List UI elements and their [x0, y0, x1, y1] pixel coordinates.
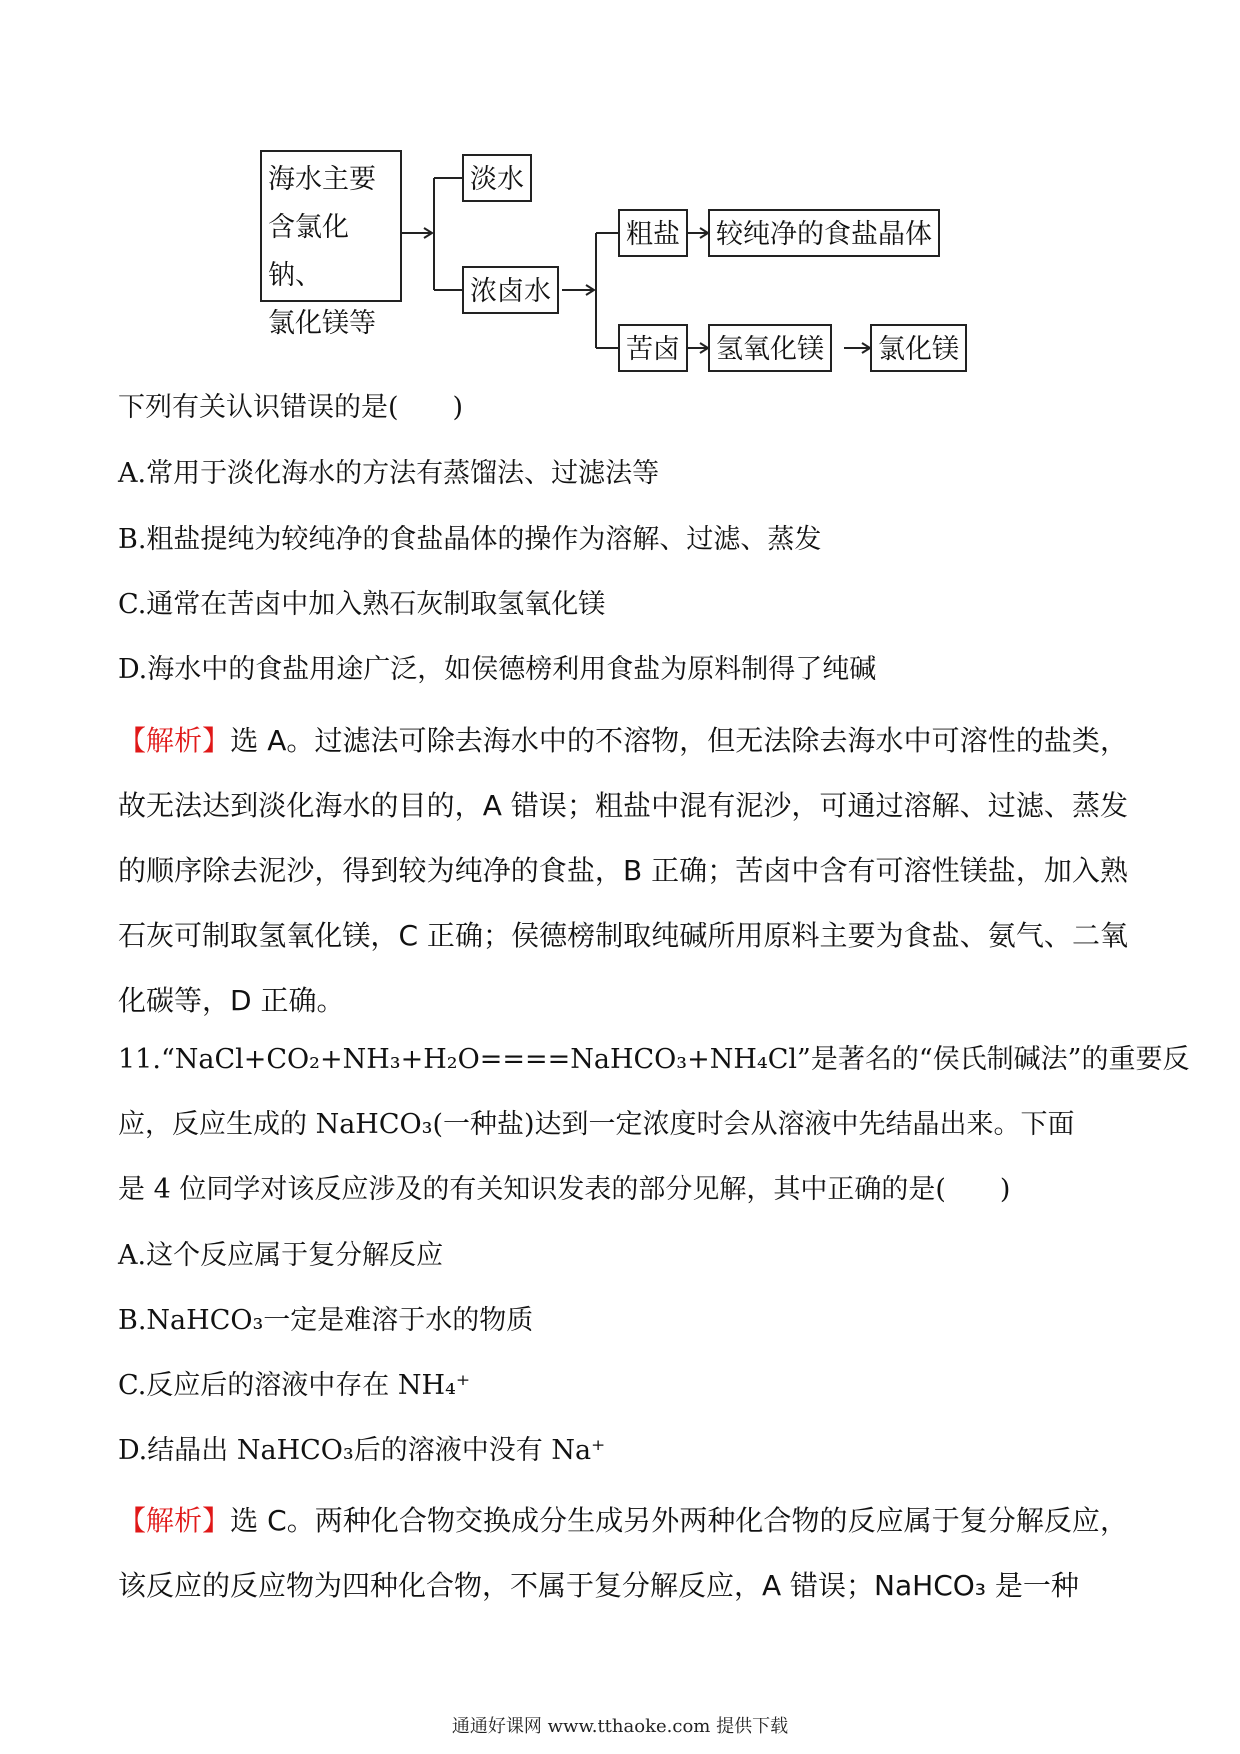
q11-stem-line-2: 应，反应生成的 NaHCO₃(一种盐)达到一定浓度时会从溶液中先结晶出来。下面 — [118, 1109, 1075, 1140]
seawater-line-1: 海水主要 — [268, 164, 376, 195]
pure-salt-node: 较纯净的食盐晶体 — [708, 209, 940, 257]
q10-option-a: A.常用于淡化海水的方法有蒸馏法、过滤法等 — [118, 458, 660, 489]
seawater-line-3: 氯化镁等 — [268, 308, 376, 339]
q10-analysis-text: 选 A。过滤法可除去海水中的不溶物，但无法除去海水中可溶性的盐类，故无法达到淡化海水的目的，A 错误；粗盐中混有泥沙，可通过溶解、过滤、蒸发的顺序除去泥沙，得到较为纯净的食盐，B 正确；苦卤中含有可溶性镁盐，加入熟石灰可制取氢氧化镁，C 正确；侯德榜制取纯碱所用原料主要为食盐、氨气、二氧化碳等，D 正确。 — [118, 724, 1128, 1017]
crude-salt-node: 粗盐 — [618, 209, 688, 257]
q10-option-d: D.海水中的食盐用途广泛，如侯德榜利用食盐为原料制得了纯碱 — [118, 654, 877, 685]
seawater-line-2: 含氯化钠、 — [268, 212, 349, 291]
q11-stem-line-3: 是 4 位同学对该反应涉及的有关知识发表的部分见解，其中正确的是( ) — [118, 1174, 1011, 1205]
q10-option-c: C.通常在苦卤中加入熟石灰制取氢氧化镁 — [118, 589, 606, 620]
q11-option-a: A.这个反应属于复分解反应 — [118, 1240, 444, 1271]
mg-chloride-node: 氯化镁 — [870, 324, 967, 372]
seawater-flowchart — [262, 158, 1022, 378]
fresh-water-node: 淡水 — [462, 154, 532, 202]
q11-analysis-text: 选 C。两种化合物交换成分生成另外两种化合物的反应属于复分解反应，该反应的反应物为四种化合物，不属于复分解反应，A 错误；NaHCO₃ 是一种 — [118, 1504, 1128, 1602]
page-footer: 通通好课网 www.tthaoke.com 提供下载 — [451, 1716, 789, 1737]
q10-analysis-tag: 【解析】 — [118, 724, 231, 757]
q11-analysis-tag: 【解析】 — [118, 1504, 231, 1537]
bittern-node: 苦卤 — [618, 324, 688, 372]
q11-option-d: D.结晶出 NaHCO₃后的溶液中没有 Na⁺ — [118, 1435, 606, 1466]
brine-node: 浓卤水 — [462, 266, 559, 314]
q11-stem-line-1: 11.“NaCl+CO₂+NH₃+H₂O====NaHCO₃+NH₄Cl”是著名的“侯氏制碱法”的重要反 — [118, 1044, 1190, 1075]
q10-analysis — [118, 708, 1128, 1033]
q11-analysis — [118, 1488, 1128, 1618]
seawater-node — [260, 150, 402, 339]
q10-option-b: B.粗盐提纯为较纯净的食盐晶体的操作为溶解、过滤、蒸发 — [118, 524, 822, 555]
q10-stem: 下列有关认识错误的是( ) — [118, 392, 464, 423]
q11-option-c: C.反应后的溶液中存在 NH₄⁺ — [118, 1370, 471, 1401]
q11-option-b: B.NaHCO₃一定是难溶于水的物质 — [118, 1305, 534, 1336]
mg-hydroxide-node: 氢氧化镁 — [708, 324, 832, 372]
